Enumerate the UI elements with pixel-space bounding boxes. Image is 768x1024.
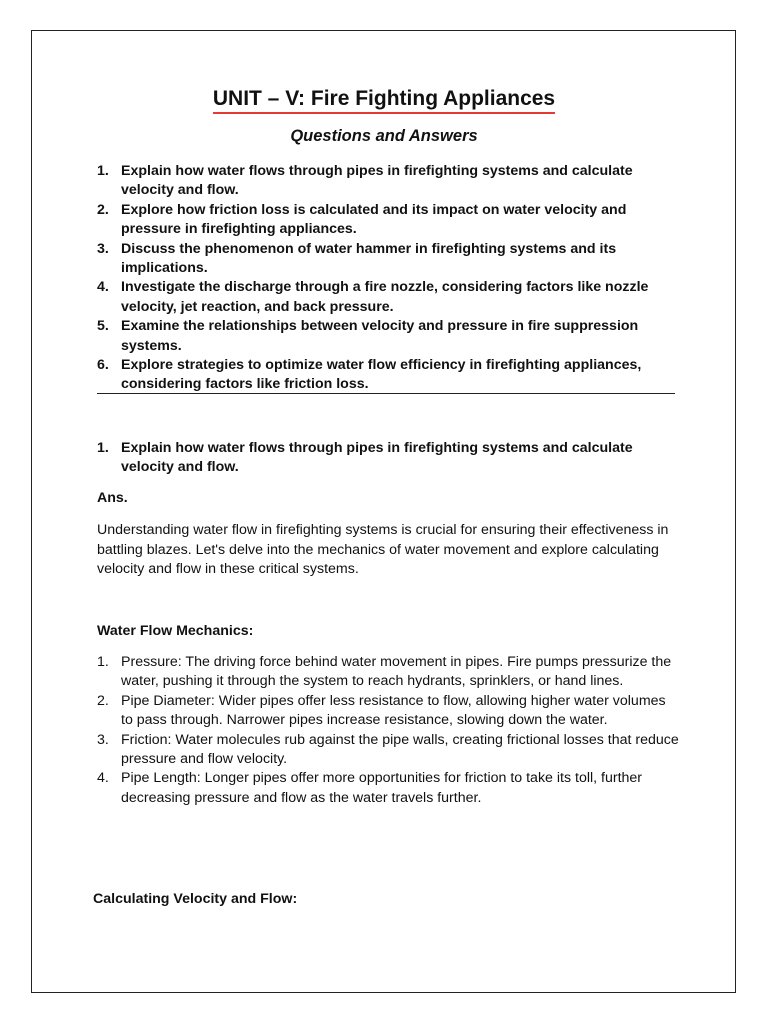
- page-title: [0, 86, 768, 114]
- section-divider: [97, 393, 675, 394]
- page-subtitle: Questions and Answers: [290, 127, 478, 145]
- question-text: Examine the relationships between velocity and pressure in fire suppression systems.: [121, 318, 639, 354]
- page-title-text: UNIT – V: Fire Fighting Appliances: [213, 86, 555, 114]
- answer-question-text: Explain how water flows through pipes in firefighting systems and calculate velocity and flow.: [121, 440, 633, 476]
- question-item: 4. Investigate the discharge through a fire nozzle, considering factors like nozzle velocity, jet reaction, and back pressure.: [97, 279, 649, 315]
- questions-list: [97, 162, 677, 395]
- mechanics-item: 3. Friction: Water molecules rub against the pipe walls, creating frictional losses that reduce pressure and flow velocity.: [97, 731, 679, 768]
- ans-label: Ans.: [97, 490, 128, 506]
- intro-paragraph: Understanding water flow in firefighting systems is crucial for ensuring their effectiveness in battling blazes. Let's delve into the mechanics of water movement and explore calculating velocity and flow in these critical systems.: [97, 522, 669, 578]
- question-text: Explore how friction loss is calculated and its impact on water velocity and pressure in firefighting appliances.: [121, 201, 627, 238]
- question-text: Investigate the discharge through a fire nozzle, considering factors like nozzle velocity, jet reaction, and back pressure.: [121, 279, 649, 315]
- question-item: 1. Explain how water flows through pipes in firefighting systems and calculate velocity and flow.: [97, 163, 633, 199]
- calc-heading: Calculating Velocity and Flow:: [93, 891, 298, 907]
- question-text: Explore strategies to optimize water flow efficiency in firefighting appliances, considering factors like friction loss.: [121, 357, 642, 393]
- mechanics-text: Pipe Diameter: Wider pipes offer less resistance to flow, allowing higher water volumes to pass through. Narrower pipes increase resistance, slowing down the water.: [121, 692, 666, 729]
- mechanics-item: 4. Pipe Length: Longer pipes offer more opportunities for friction to take its toll, further decreasing pressure and flow as the water travels further.: [97, 770, 643, 806]
- question-text: Discuss the phenomenon of water hammer in firefighting systems and its implications.: [121, 240, 617, 277]
- mechanics-list: [97, 653, 679, 808]
- mechanics-item: 2. Pipe Diameter: Wider pipes offer less resistance to flow, allowing higher water volumes to pass through. Narrower pipes increase resistance, slowing down the water.: [97, 692, 666, 729]
- question-item: 2. Explore how friction loss is calculated and its impact on water velocity and pressure in firefighting appliances.: [97, 201, 627, 238]
- mechanics-text: Pressure: The driving force behind water movement in pipes. Fire pumps pressurize the water, pushing it through the system to reach hydrants, sprinklers, or hand lines.: [121, 654, 672, 690]
- mechanics-item: 1. Pressure: The driving force behind water movement in pipes. Fire pumps pressurize the water, pushing it through the system to reach hydrants, sprinklers, or hand lines.: [97, 654, 672, 690]
- answer-question-item: 1. Explain how water flows through pipes in firefighting systems and calculate velocity and flow.: [97, 440, 633, 476]
- mechanics-text: Friction: Water molecules rub against the pipe walls, creating frictional losses that reduce pressure and flow velocity.: [121, 731, 679, 768]
- question-item: 5. Examine the relationships between velocity and pressure in fire suppression systems.: [97, 318, 639, 354]
- mechanics-heading: Water Flow Mechanics:: [97, 623, 254, 639]
- mechanics-text: Pipe Length: Longer pipes offer more opportunities for friction to take its toll, further decreasing pressure and flow as the water travels further.: [121, 770, 643, 806]
- question-text: Explain how water flows through pipes in firefighting systems and calculate velocity and flow.: [121, 163, 633, 199]
- question-item: 3. Discuss the phenomenon of water hammer in firefighting systems and its implications.: [97, 240, 617, 277]
- answer-question: [97, 439, 677, 478]
- question-item: 6. Explore strategies to optimize water flow efficiency in firefighting appliances, considering factors like friction loss.: [97, 357, 642, 393]
